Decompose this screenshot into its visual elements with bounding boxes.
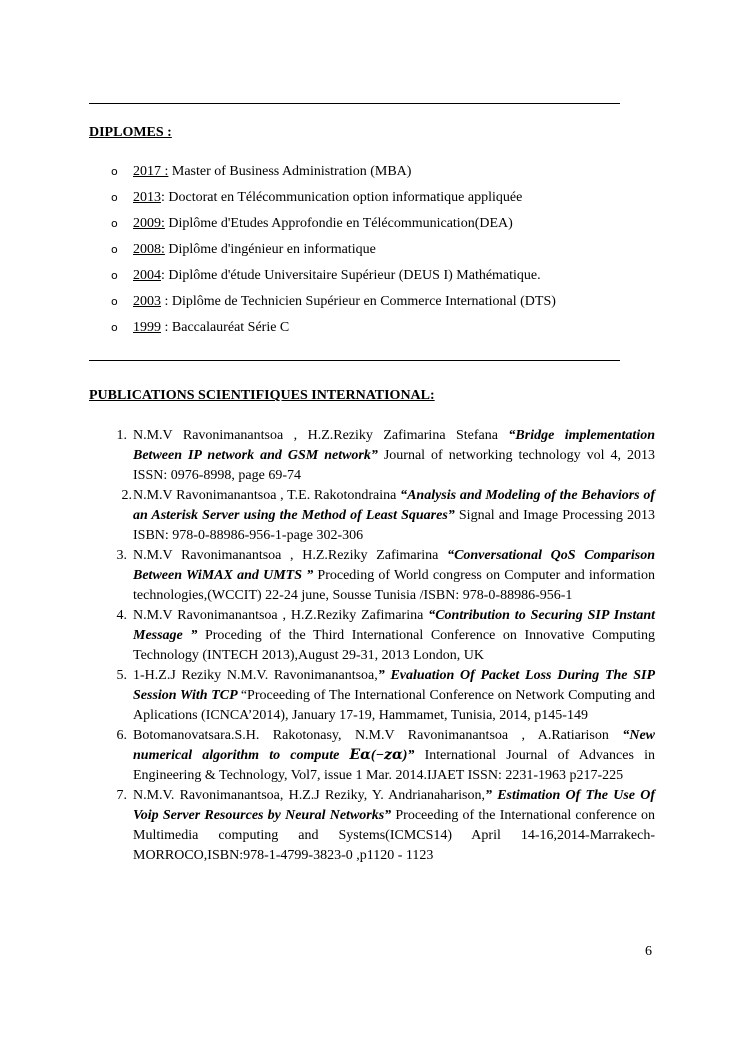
diploma-text: : Baccalauréat Série C: [161, 320, 290, 335]
publication-number: 3.: [116, 548, 127, 563]
publication-details: Journal of networking technology vol 4, 2013 ISSN: 0976-8998, page 69-74: [133, 448, 655, 483]
publication-title: ” Evaluation Of Packet Loss During The SIP Session With TCP: [133, 668, 655, 703]
publication-details: Proceding of World congress on Computer and information technologies,(WCCIT) 22-24 june, Sousse Tunisia /ISBN: 978-0-88986-956-1: [133, 568, 656, 603]
publication-details: Proceding of the Third International Conference on Innovative Computing Technology (INTECH 2013),August 29-31, 2013 London, UK: [133, 628, 655, 663]
diploma-item: [0, 163, 744, 189]
diploma-text: : Diplôme d'étude Universitaire Supérieur (DEUS I) Mathématique.: [161, 268, 541, 283]
publications-list: [116, 426, 656, 866]
publication-title: “Analysis and Modeling of the Behaviors of an Asterisk Server using the Method of Least Squares”: [133, 488, 655, 523]
publication-details: International Journal of Advances in Engineering & Technology, Vol7, issue 1 Mar. 2014.IJAET ISSN: 2231-1963 p217-225: [133, 748, 655, 783]
publication-number: 5.: [116, 668, 127, 683]
diploma-text: Diplôme d'ingénieur en informatique: [164, 242, 376, 257]
diploma-year: 2003: [133, 294, 161, 309]
diploma-year: 1999: [133, 320, 161, 335]
diploma-item: [0, 241, 744, 267]
middle-divider: [89, 360, 620, 361]
publication-item: [116, 786, 655, 866]
diploma-text: Master of Business Administration (MBA): [168, 164, 412, 179]
publication-item: [116, 606, 656, 666]
diploma-item: [0, 267, 744, 293]
publication-item: [121, 486, 655, 546]
diploma-year: 2009:: [133, 216, 165, 231]
diploma-year: 2004: [133, 268, 161, 283]
publication-authors: 1-H.Z.J Reziky N.M.V. Ravonimanantsoa,: [133, 668, 378, 683]
publication-details: Signal and Image Processing 2013 ISBN: 978-0-88986-956-1-page 302-306: [133, 508, 655, 543]
publications-heading: PUBLICATIONS SCIENTIFIQUES INTERNATIONAL:: [89, 388, 435, 403]
diploma-text: : Doctorat en Télécommunication option informatique appliquée: [161, 190, 523, 205]
publication-item: [116, 726, 655, 786]
publication-number: 7.: [116, 788, 127, 803]
publication-authors: N.M.V Ravonimanantsoa , T.E. Rakotondraina: [133, 488, 401, 503]
publication-title: ” Estimation Of The Use Of Voip Server Resources by Neural Networks”: [133, 788, 655, 823]
bullet-icon: o: [111, 165, 118, 178]
publication-authors: Botomanovatsara.S.H. Rakotonasy, N.M.V Ravonimanantsoa , A.Ratiarison: [133, 728, 623, 743]
publication-number: 6.: [116, 728, 127, 743]
publication-title: “New numerical algorithm to compute 𝑬𝜶(−𝒛𝜶)”: [133, 728, 655, 763]
bullet-icon: o: [111, 217, 118, 230]
publication-authors: N.M.V. Ravonimanantsoa, H.Z.J Reziky, Y. Andrianaharison,: [133, 788, 485, 803]
page-number: 6: [645, 944, 652, 959]
diplomas-heading: DIPLOMES :: [89, 125, 172, 140]
publication-item: [116, 666, 655, 726]
publication-item: [116, 426, 655, 486]
publication-details: Proceeding of the International conference on Multimedia computing and Systems(ICMCS14) April 14-16,2014-Marrakech-MORROCO,ISBN:978-1-4799-3823-0 ,p1120 - 1123: [133, 808, 655, 863]
diplomas-list: [0, 163, 744, 345]
diploma-text: : Diplôme de Technicien Supérieur en Commerce International (DTS): [161, 294, 556, 309]
publication-number: 4.: [116, 608, 127, 623]
top-divider: [89, 103, 620, 104]
diploma-item: [0, 293, 744, 319]
publication-title: “Conversational QoS Comparison Between WiMAX and UMTS ”: [133, 548, 655, 583]
publication-authors: N.M.V Ravonimanantsoa , H.Z.Reziky Zafimarina Stefana: [133, 428, 509, 443]
diploma-year: 2013: [133, 190, 161, 205]
publication-authors: N.M.V Ravonimanantsoa , H.Z.Reziky Zafimarina: [133, 608, 429, 623]
publication-item: [116, 546, 656, 606]
publication-title: “Bridge implementation Between IP network and GSM network”: [133, 428, 655, 463]
diploma-item: [0, 189, 744, 215]
publication-title: “Contribution to Securing SIP Instant Message ”: [133, 608, 656, 643]
diploma-item: [0, 215, 744, 241]
bullet-icon: o: [111, 295, 118, 308]
publication-number: 2.: [121, 488, 132, 503]
diploma-text: Diplôme d'Etudes Approfondie en Télécommunication(DEA): [164, 216, 513, 231]
publication-authors: N.M.V Ravonimanantsoa , H.Z.Reziky Zafimarina: [133, 548, 448, 563]
publication-number: 1.: [116, 428, 127, 443]
bullet-icon: o: [111, 191, 118, 204]
diploma-year: 2008:: [133, 242, 165, 257]
bullet-icon: o: [111, 269, 118, 282]
publication-details: “Proceeding of The International Conference on Network Computing and Aplications (ICNCA’2014), January 17-19, Hammamet, Tunisia, 2014, p145-149: [133, 688, 655, 723]
diploma-item: [0, 319, 744, 345]
diploma-year: 2017 :: [133, 164, 169, 179]
bullet-icon: o: [111, 243, 118, 256]
bullet-icon: o: [111, 321, 118, 334]
